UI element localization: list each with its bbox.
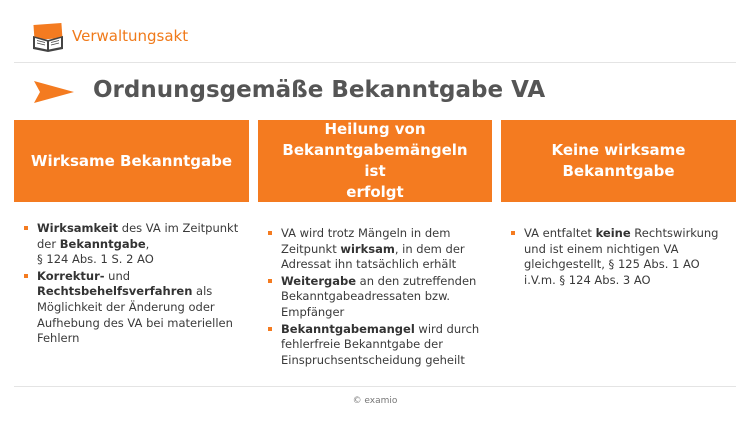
bold-text: keine: [595, 226, 631, 240]
text: Empfänger: [281, 304, 345, 319]
heading-keine-wirksame-bekanntgabe: [501, 120, 736, 202]
text: gleichgestellt, § 125 Abs. 1 AO: [524, 257, 700, 272]
list-item: [268, 322, 486, 369]
column-2-list: [268, 226, 486, 369]
bullet-square-icon: [24, 274, 28, 278]
footer-copyright: © examio: [352, 396, 398, 406]
bold-text: Korrektur-: [37, 268, 105, 283]
text: fehlerfreie Bekanntgabe der: [281, 337, 443, 352]
text: als: [192, 284, 213, 299]
text: § 124 Abs. 1 S. 2 AO: [37, 252, 154, 267]
bullet-square-icon: [24, 226, 28, 230]
text: Adressat ihn tatsächlich erhält: [281, 257, 457, 272]
bold-text: Bekanntgabemangel: [281, 321, 415, 336]
text: Rechtswirkung: [630, 226, 719, 240]
heading-line: Bekanntgabe: [562, 162, 675, 180]
text: Fehlern: [37, 331, 80, 346]
text: VA wird trotz Mängeln in dem: [281, 226, 451, 240]
text: Aufhebung des VA bei materiellen: [37, 315, 233, 330]
bullet-square-icon: [268, 231, 272, 235]
bold-text: Weitergabe: [281, 273, 357, 288]
slide-title: Ordnungsgemäße Bekanntgabe VA: [93, 77, 546, 103]
text: der: [37, 236, 60, 251]
list-item: [24, 269, 249, 347]
title-arrow-icon: [34, 81, 74, 103]
heading-line: Wirksame Bekanntgabe: [30, 151, 233, 170]
heading-line: Bekanntgabemängeln ist: [282, 141, 468, 180]
text: VA entfaltet: [524, 226, 596, 240]
text: und ist einem nichtigen VA: [524, 241, 679, 256]
text: Möglichkeit der Änderung oder: [37, 299, 215, 314]
text: , in dem der: [394, 241, 465, 256]
bold-text: wirksam: [340, 241, 395, 256]
heading-line: Heilung von: [324, 120, 426, 138]
bullet-square-icon: [268, 327, 272, 331]
header-divider: [14, 62, 736, 63]
brand-name: Verwaltungsakt: [72, 27, 189, 45]
heading-wirksame-bekanntgabe: [14, 120, 249, 202]
text: und: [104, 268, 131, 283]
footer-divider: [14, 386, 736, 387]
bullet-square-icon: [511, 231, 515, 235]
bullet-square-icon: [268, 279, 272, 283]
text: i.V.m. § 124 Abs. 3 AO: [524, 272, 651, 287]
list-item: [24, 221, 249, 268]
heading-line: erfolgt: [346, 183, 404, 201]
top-bar: [0, 0, 750, 72]
examio-book-logo-icon: [31, 22, 65, 52]
column-3-list: [511, 226, 731, 289]
bold-text: Wirksamkeit: [37, 221, 119, 235]
column-1-list: [24, 221, 249, 348]
text: wird durch: [414, 321, 480, 336]
text: des VA im Zeitpunkt: [118, 221, 239, 235]
bold-text: Rechtsbehelfsverfahren: [37, 284, 193, 299]
list-item: [268, 226, 486, 273]
list-item: [268, 274, 486, 321]
text: ,: [145, 236, 150, 251]
list-item: [511, 226, 731, 288]
heading-heilung: [258, 120, 492, 202]
text: Zeitpunkt: [281, 241, 341, 256]
text: an den zutreffenden: [356, 273, 477, 288]
text: Bekanntgabeadressaten bzw.: [281, 289, 451, 304]
bold-text: Bekanntgabe: [59, 236, 146, 251]
heading-line: Keine wirksame: [551, 141, 686, 159]
text: Einspruchsentscheidung geheilt: [281, 352, 465, 367]
